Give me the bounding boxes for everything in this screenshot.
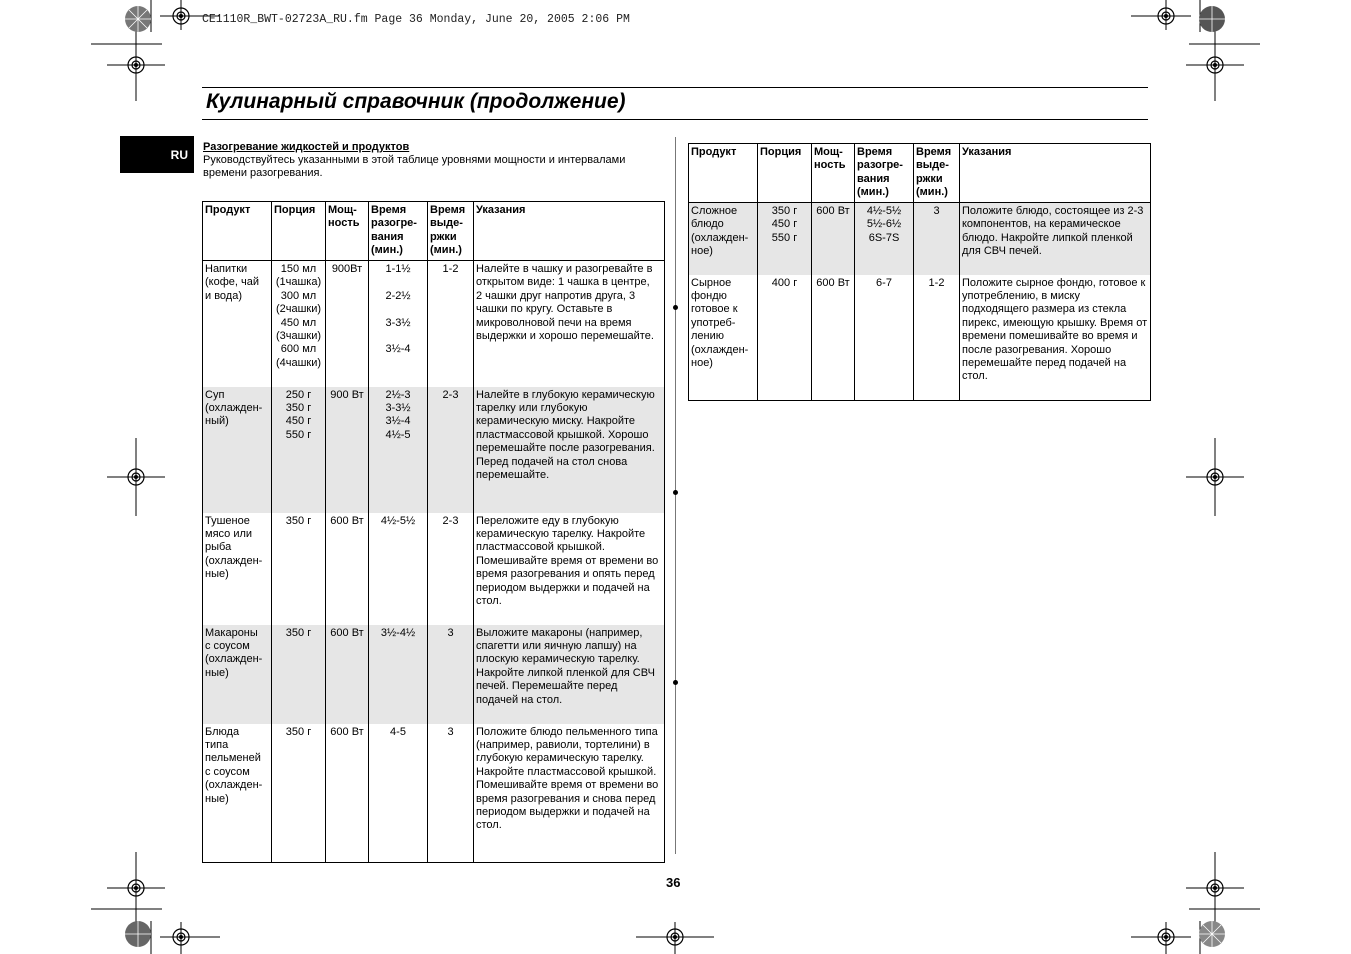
reheating-table-left [202, 201, 665, 863]
cell-portion: 250 г 350 г 450 г 550 г [272, 387, 326, 513]
divider-dot [673, 490, 678, 495]
cell-power: 600 Вт [812, 203, 855, 275]
header-power: Мощ- ность [326, 202, 369, 261]
cell-heat-time: 2½-3 3-3½ 3½-4 4½-5 [369, 387, 428, 513]
column-divider [675, 137, 676, 854]
divider-dot [673, 680, 678, 685]
page-title: Кулинарный справочник (продолжение) [206, 90, 626, 113]
table-row [689, 203, 1151, 275]
cell-portion: 350 г [272, 625, 326, 724]
cell-notes: Переложите еду в глубокую керамическую тарелку. Накройте пластмассовой крышкой. Помешивайте время от времени во время разогревания и опять перед периодом выдержки и подачей на стол. [474, 513, 665, 625]
cell-heat-time: 4½-5½ 5½-6½ 6S-7S [855, 203, 914, 275]
cell-portion: 400 г [758, 275, 812, 401]
cell-heat-time: 4-5 [369, 724, 428, 863]
header-portion: Порция [272, 202, 326, 261]
cell-power: 900 Вт [326, 387, 369, 513]
page-number: 36 [666, 875, 681, 890]
cell-stand-time: 3 [428, 724, 474, 863]
table-header-row [203, 202, 665, 261]
divider-dot [673, 305, 678, 310]
cell-power: 600 Вт [812, 275, 855, 401]
section-title: Разогревание жидкостей и продуктов [203, 141, 410, 153]
cell-product: Сложное блюдо (охлажден- ное) [689, 203, 758, 275]
cell-notes: Положите блюдо пельменного типа (например, равиоли, тортелини) в глубокую керамическую тарелку. Накройте пластмассовой крышкой. Помешивайте время от времени во время разогревания и снова перед периодом выдержки и подачей на стол. [474, 724, 665, 863]
cell-product: Макароны с соусом (охлажден- ные) [203, 625, 272, 724]
cell-stand-time: 3 [914, 203, 960, 275]
cell-stand-time: 3 [428, 625, 474, 724]
cell-portion: 350 г [272, 724, 326, 863]
cell-portion: 150 мл (1чашка) 300 мл (2чашки) 450 мл (3чашки) 600 мл (4чашки) [272, 261, 326, 387]
cell-power: 600 Вт [326, 513, 369, 625]
cell-stand-time: 2-3 [428, 387, 474, 513]
table-row [689, 275, 1151, 401]
header-stand-time: Время выде- ржки (мин.) [914, 144, 960, 203]
cell-product: Напитки (кофе, чай и вода) [203, 261, 272, 387]
header-product: Продукт [689, 144, 758, 203]
cell-power: 600 Вт [326, 625, 369, 724]
cell-heat-time: 4½-5½ [369, 513, 428, 625]
reheating-table-right [688, 143, 1151, 401]
header-product: Продукт [203, 202, 272, 261]
cell-product: Суп (охлажден- ный) [203, 387, 272, 513]
cell-stand-time: 1-2 [428, 261, 474, 387]
title-bottom-rule [202, 119, 1148, 120]
table-row [203, 724, 665, 863]
cell-stand-time: 1-2 [914, 275, 960, 401]
cell-heat-time: 6-7 [855, 275, 914, 401]
cell-notes: Положите блюдо, состоящее из 2-3 компонентов, на керамическое блюдо. Накройте липкой пленкой для СВЧ печей. [960, 203, 1151, 275]
table-row [203, 625, 665, 724]
cell-product: Тушеное мясо или рыба (охлажден- ные) [203, 513, 272, 625]
cell-heat-time: 1-1½ 2-2½ 3-3½ 3½-4 [369, 261, 428, 387]
cell-portion: 350 г 450 г 550 г [758, 203, 812, 275]
cell-power: 600 Вт [326, 724, 369, 863]
header-heat-time: Время разогре- вания (мин.) [369, 202, 428, 261]
header-notes: Указания [960, 144, 1151, 203]
header-heat-time: Время разогре- вания (мин.) [855, 144, 914, 203]
header-portion: Порция [758, 144, 812, 203]
cell-product: Блюда типа пельменей с соусом (охлажден- ные) [203, 724, 272, 863]
cell-product: Сырное фондю готовое к употреб- лению (охлажден- ное) [689, 275, 758, 401]
title-top-rule [202, 87, 1148, 88]
cell-heat-time: 3½-4½ [369, 625, 428, 724]
cell-power: 900Вт [326, 261, 369, 387]
table-row [203, 261, 665, 387]
header-power: Мощ- ность [812, 144, 855, 203]
section-intro: Руководствуйтесь указанными в этой таблице уровнями мощности и интервалами времени разогревания. [203, 154, 626, 180]
table-row [203, 387, 665, 513]
cell-portion: 350 г [272, 513, 326, 625]
header-stand-time: Время выде- ржки (мин.) [428, 202, 474, 261]
table-header-row [689, 144, 1151, 203]
file-header: CE1110R_BWT-02723A_RU.fm Page 36 Monday, June 20, 2005 2:06 PM [202, 13, 630, 26]
cell-stand-time: 2-3 [428, 513, 474, 625]
language-badge: RU [120, 136, 194, 173]
table-row [203, 513, 665, 625]
cell-notes: Налейте в чашку и разогревайте в открытом виде: 1 чашка в центре, 2 чашки друг напротив друга, 3 чашки по кругу. Оставьте в микроволновой печи на время выдержки и хорошо перемешайте. [474, 261, 665, 387]
cell-notes: Налейте в глубокую керамическую тарелку или глубокую керамическую миску. Накройте пластмассовой крышкой. Хорошо перемешайте после разогревания. Перед подачей на стол снова перемешайте. [474, 387, 665, 513]
cell-notes: Выложите макароны (например, спагетти или яичную лапшу) на плоскую керамическую тарелку. Накройте липкой пленкой для СВЧ печей. Перемешайте перед подачей на стол. [474, 625, 665, 724]
cell-notes: Положите сырное фондю, готовое к употреблению, в миску подходящего размера из стекла пирекс, имеющую крышку. Время от времени помешивайте во время и после разогревания. Хорошо перемешайте перед подачей на стол. [960, 275, 1151, 401]
header-notes: Указания [474, 202, 665, 261]
